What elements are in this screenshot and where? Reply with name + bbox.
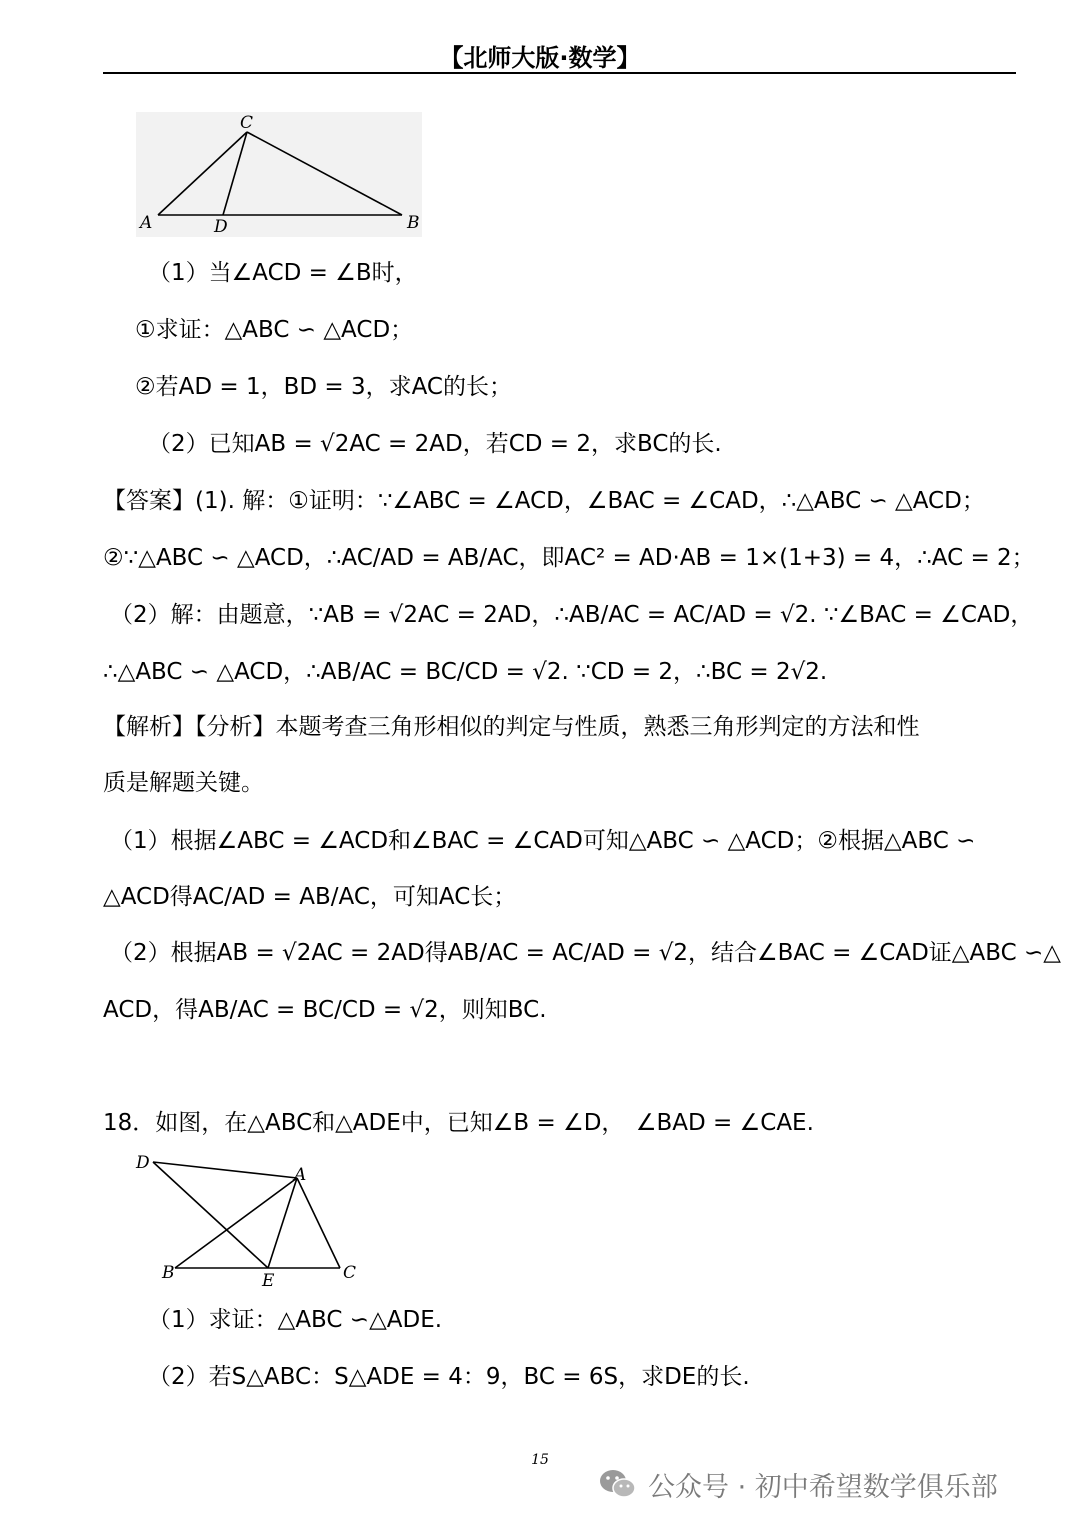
q17-part1-condition: （1）当∠ACD = ∠B时， — [148, 260, 418, 286]
label-B: B — [407, 213, 420, 233]
answer-line-3: （2）解：由题意，∵AB = √2AC = 2AD，∴AB/AC = AC/AD = √2. ∵∠BAC = ∠CAD， — [110, 602, 1034, 628]
header-rule — [103, 72, 1016, 74]
figure-triangles-abc-ade — [130, 1148, 365, 1290]
label-D: D — [214, 217, 228, 237]
label-C: C — [240, 113, 254, 133]
label-E: E — [262, 1271, 275, 1290]
label-C: C — [343, 1263, 357, 1283]
wechat-icon — [598, 1467, 638, 1501]
answer-line-4: ∴△ABC ∽ △ACD，∴AB/AC = BC/CD = √2. ∵CD = 2，∴BC = 2√2. — [103, 659, 828, 685]
label-B: B — [162, 1263, 175, 1283]
analysis-intro-1: 【解析】【分析】本题考查三角形相似的判定与性质，熟悉三角形判定的方法和性 — [103, 714, 920, 740]
q18-part2: （2）若S△ABC：S△ADE = 4：9，BC = 6S，求DE的长. — [148, 1364, 750, 1390]
analysis-part2-a: （2）根据AB = √2AC = 2AD得AB/AC = AC/AD = √2，结合∠BAC = ∠CAD证△ABC ∽△ — [110, 940, 1061, 966]
q17-part2: （2）已知AB = √2AC = 2AD，若CD = 2，求BC的长. — [148, 431, 722, 457]
label-A: A — [294, 1165, 307, 1185]
analysis-part2-b: ACD，得AB/AC = BC/CD = √2，则知BC. — [103, 997, 547, 1023]
page-header: 【北师大版·数学】 — [439, 44, 641, 72]
analysis-intro-2: 质是解题关键。 — [103, 770, 264, 796]
q17-part1-prove: ①求证：△ABC ∽ △ACD； — [135, 317, 414, 343]
label-A: A — [140, 213, 153, 233]
q18-part1: （1）求证：△ABC ∽△ADE. — [148, 1307, 443, 1333]
watermark-text: 公众号 · 初中希望数学俱乐部 — [648, 1472, 998, 1503]
answer-line-2: ②∵△ABC ∽ △ACD，∴AC/AD = AB/AC，即AC² = AD·AB = 1×(1+3) = 4，∴AC = 2； — [103, 545, 1035, 571]
page-number: 15 — [531, 1452, 549, 1468]
answer-line-1: 【答案】(1). 解：①证明：∵∠ABC = ∠ACD，∠BAC = ∠CAD，∴△ABC ∽ △ACD； — [103, 488, 985, 514]
analysis-part1-b: △ACD得AC/AD = AB/AC，可知AC长； — [103, 884, 517, 910]
figure-triangle-abc-1 — [130, 110, 430, 240]
q17-part1-find-ac: ②若AD = 1，BD = 3，求AC的长； — [135, 374, 512, 400]
q18-stem: 18．如图，在△ABC和△ADE中，已知∠B = ∠D， ∠BAD = ∠CAE. — [103, 1110, 814, 1136]
analysis-tag: 【解析】【分析】 — [103, 714, 276, 740]
answer-tag: 【答案】 — [103, 488, 195, 514]
analysis-part1-a: （1）根据∠ABC = ∠ACD和∠BAC = ∠CAD可知△ABC ∽ △ACD；②根据△ABC ∽ — [110, 828, 976, 854]
label-D: D — [136, 1153, 150, 1173]
